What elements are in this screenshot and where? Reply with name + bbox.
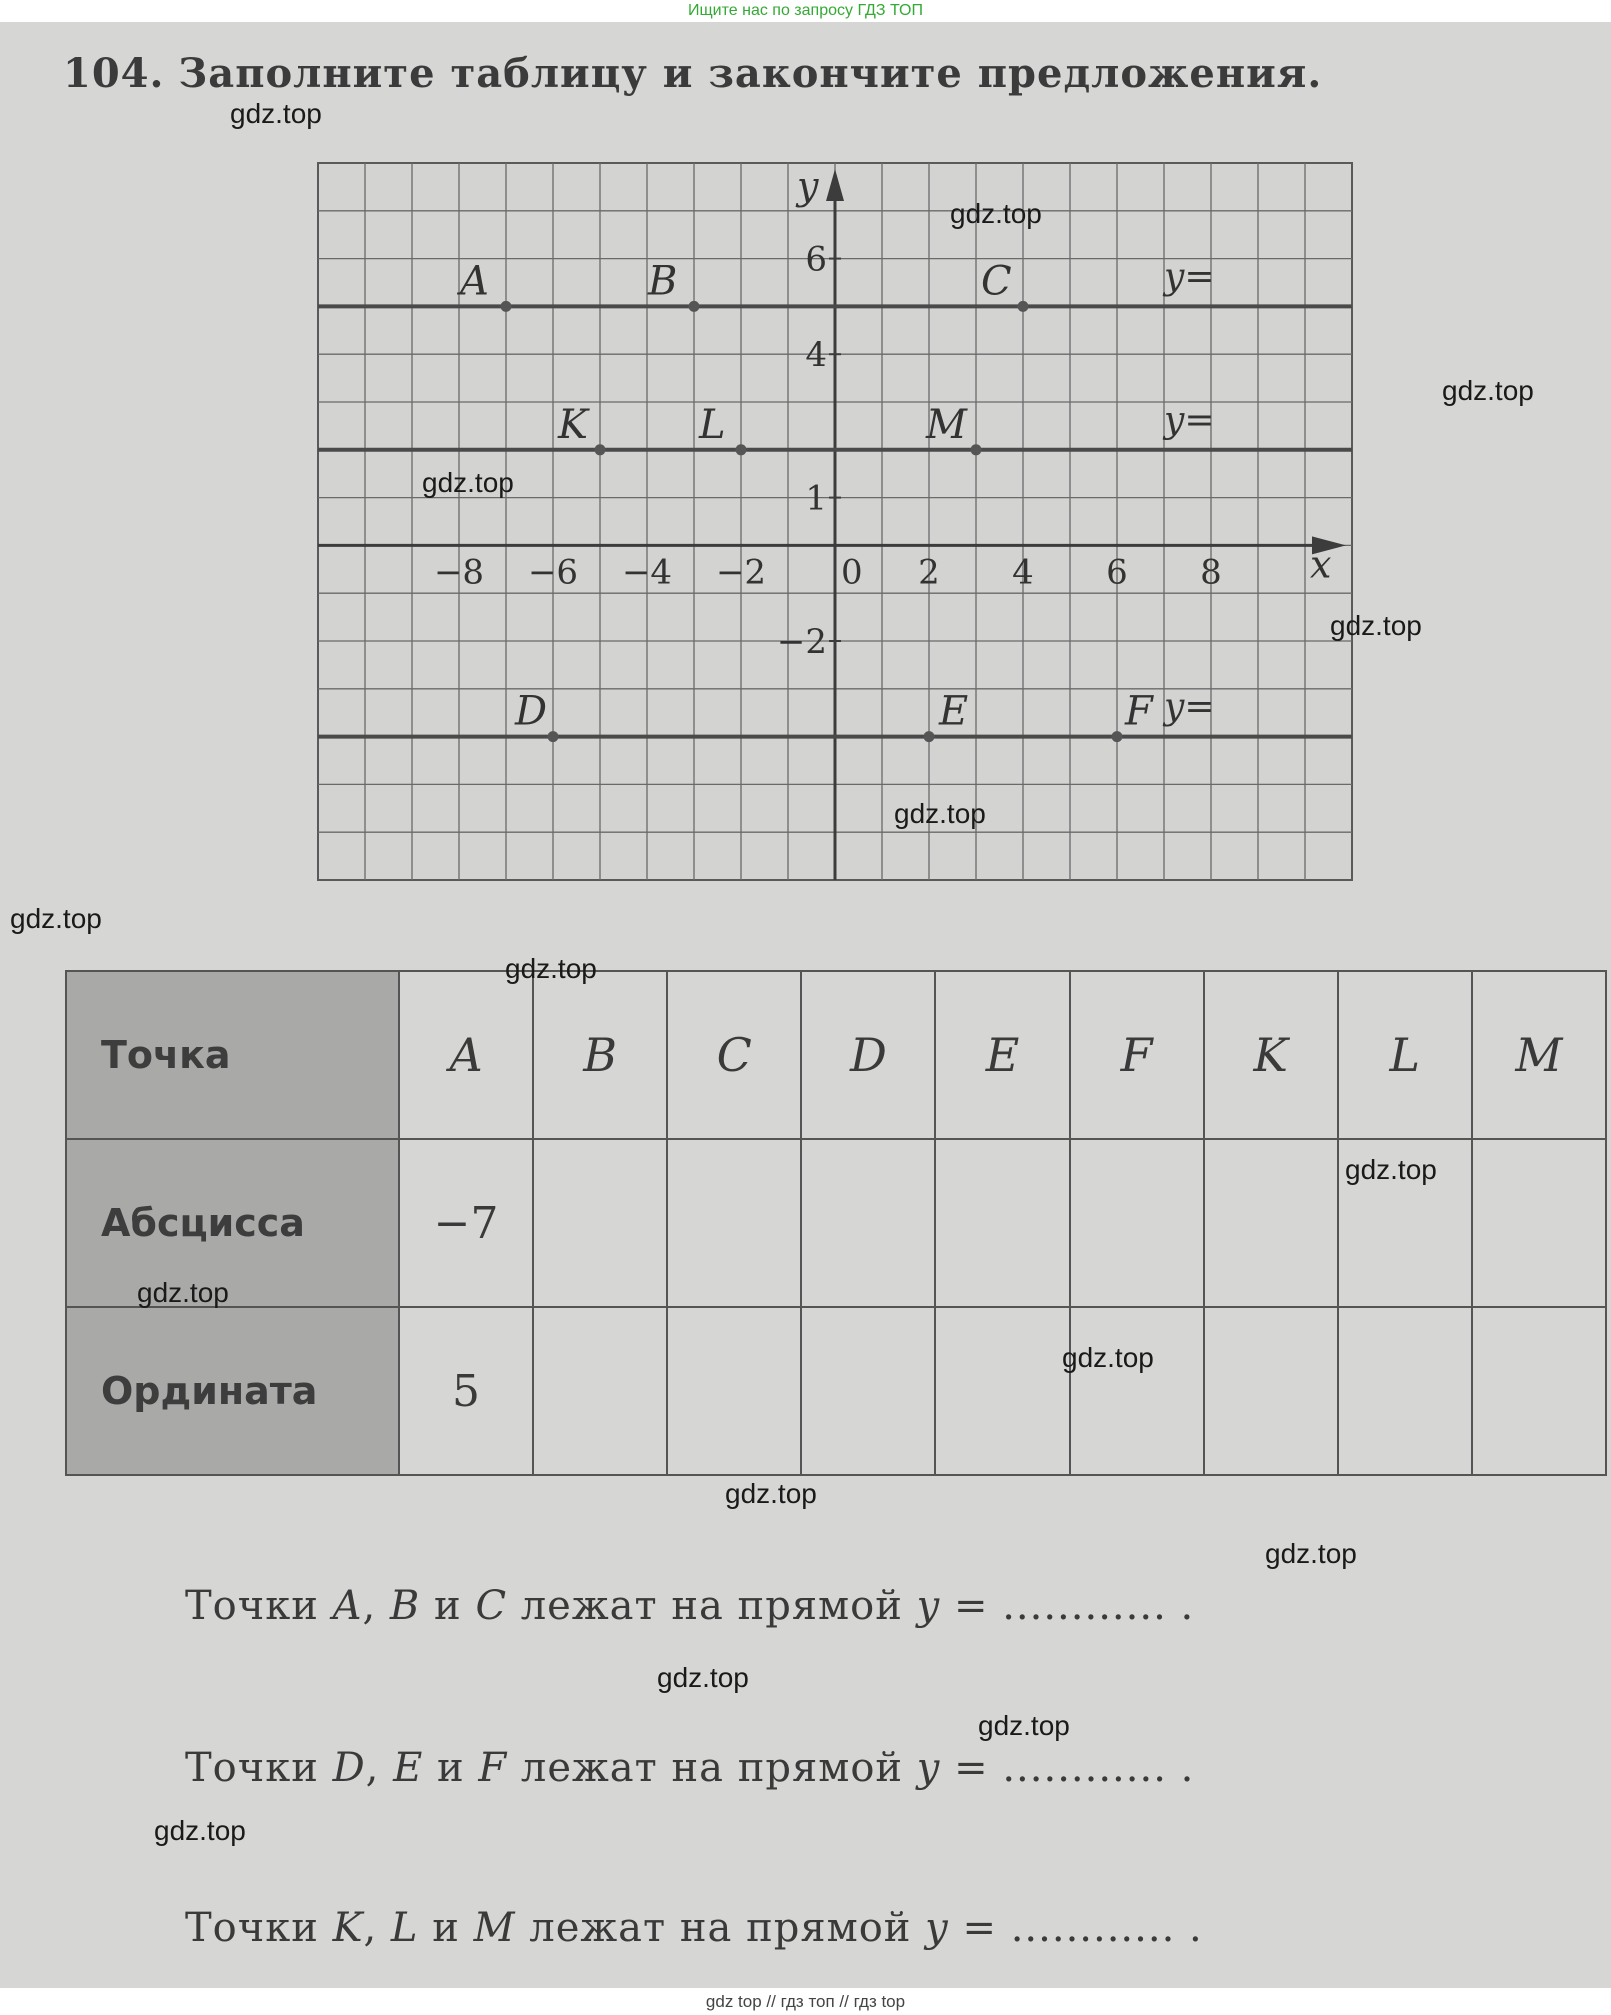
watermark: gdz.top <box>230 98 322 129</box>
abscissa-cell[interactable] <box>533 1139 667 1307</box>
point-marker <box>689 301 700 312</box>
ordinate-cell[interactable] <box>667 1307 801 1475</box>
answer-blank[interactable]: = ............ . <box>954 1745 1195 1791</box>
abscissa-cell[interactable] <box>935 1139 1069 1307</box>
x-tick-label: 4 <box>1012 552 1034 593</box>
row-header-point: Точка <box>66 971 399 1139</box>
sentence-middle: лежат на прямой <box>520 1583 903 1629</box>
point-name: F <box>478 1745 508 1791</box>
watermark: gdz.top <box>1330 610 1422 641</box>
y-axis-label: y <box>797 164 819 208</box>
watermark: gdz.top <box>894 798 986 829</box>
task-title <box>63 50 1322 97</box>
ordinate-cell[interactable] <box>801 1307 935 1475</box>
point-name: E <box>393 1745 424 1791</box>
watermark: gdz.top <box>10 903 102 934</box>
point-cell: D <box>801 971 935 1139</box>
point-marker <box>971 444 982 455</box>
ordinate-cell[interactable] <box>935 1307 1069 1475</box>
origin-label: 0 <box>841 552 863 593</box>
ordinate-cell[interactable] <box>533 1307 667 1475</box>
abscissa-cell[interactable] <box>1472 1139 1606 1307</box>
x-tick-label: −8 <box>433 552 485 593</box>
variable-y: y <box>916 1745 941 1791</box>
x-tick-label: 6 <box>1106 552 1128 593</box>
ordinate-cell[interactable] <box>1472 1307 1606 1475</box>
sentence-def <box>185 1745 1194 1791</box>
line-equation-label: y= <box>1164 399 1215 441</box>
x-tick-label: 2 <box>918 552 940 593</box>
point-cell: F <box>1070 971 1204 1139</box>
point-marker <box>548 731 559 742</box>
x-tick-label: −4 <box>621 552 673 593</box>
abscissa-cell[interactable] <box>1070 1139 1204 1307</box>
x-tick-label: 8 <box>1200 552 1222 593</box>
answer-blank[interactable]: = ............ . <box>953 1583 1195 1629</box>
point-label: M <box>926 401 967 448</box>
line-equation-label: y= <box>1164 686 1215 728</box>
abscissa-cell[interactable] <box>667 1139 801 1307</box>
point-cell: L <box>1338 971 1472 1139</box>
point-label: L <box>699 401 726 448</box>
point-label: B <box>648 258 678 305</box>
point-label: C <box>981 258 1012 305</box>
sentence-middle: лежат на прямой <box>529 1905 912 1951</box>
watermark: gdz.top <box>950 198 1042 229</box>
separator: , <box>363 1905 378 1951</box>
abscissa-cell[interactable] <box>801 1139 935 1307</box>
ordinate-cell[interactable]: 5 <box>399 1307 533 1475</box>
watermark: gdz.top <box>154 1815 246 1846</box>
top-banner[interactable]: Ищите нас по запросу ГДЗ ТОП <box>0 0 1611 22</box>
watermark: gdz.top <box>657 1662 749 1693</box>
sentence-middle: лежат на прямой <box>520 1745 904 1791</box>
point-marker <box>924 731 935 742</box>
watermark: gdz.top <box>1265 1538 1357 1569</box>
sentence-abc <box>185 1583 1194 1629</box>
watermark: gdz.top <box>1062 1342 1154 1373</box>
row-header-ordinate: Ордината <box>66 1307 399 1475</box>
variable-y: y <box>916 1583 941 1629</box>
watermark: gdz.top <box>1345 1154 1437 1185</box>
watermark: gdz.top <box>725 1478 817 1509</box>
point-cell: E <box>935 971 1069 1139</box>
point-label: D <box>515 688 548 735</box>
watermark: gdz.top <box>422 467 514 498</box>
task-number: 104. <box>63 50 165 97</box>
table-row-ordinate <box>66 1307 1606 1475</box>
answer-blank[interactable]: = ............ . <box>962 1905 1203 1951</box>
point-cell: A <box>399 971 533 1139</box>
point-marker <box>595 444 606 455</box>
coordinate-grid <box>315 160 1355 882</box>
point-label: F <box>1125 688 1153 735</box>
point-marker <box>736 444 747 455</box>
ordinate-cell[interactable] <box>1338 1307 1472 1475</box>
coordinates-table <box>65 970 1607 1476</box>
point-name: A <box>332 1583 363 1629</box>
sentence-prefix: Точки <box>185 1745 319 1791</box>
bottom-banner: gdz top // гдз топ // гдз top <box>0 1988 1611 2015</box>
point-name: L <box>390 1905 419 1951</box>
table-row-points <box>66 971 1606 1139</box>
separator: , <box>365 1745 380 1791</box>
x-axis-label: x <box>1310 542 1332 587</box>
ordinate-cell[interactable] <box>1204 1307 1338 1475</box>
point-marker <box>1112 731 1123 742</box>
sentence-prefix: Точки <box>185 1583 319 1629</box>
y-tick-label: 1 <box>805 478 827 519</box>
abscissa-cell[interactable] <box>1204 1139 1338 1307</box>
point-name: B <box>389 1583 421 1629</box>
point-name: D <box>332 1745 366 1791</box>
point-cell: M <box>1472 971 1606 1139</box>
conjunction: и <box>432 1905 460 1951</box>
abscissa-cell[interactable]: −7 <box>399 1139 533 1307</box>
separator: , <box>362 1583 377 1629</box>
point-label: A <box>460 258 489 305</box>
y-tick-label: 4 <box>805 335 827 376</box>
ordinate-cell[interactable] <box>1070 1307 1204 1475</box>
watermark: gdz.top <box>505 953 597 984</box>
conjunction: и <box>437 1745 465 1791</box>
task-instruction: Заполните таблицу и закончите предложения. <box>178 50 1323 97</box>
point-cell: K <box>1204 971 1338 1139</box>
watermark: gdz.top <box>137 1277 229 1308</box>
point-label: E <box>939 688 969 735</box>
point-marker <box>501 301 512 312</box>
sentence-prefix: Точки <box>185 1905 319 1951</box>
variable-y: y <box>925 1905 949 1951</box>
y-tick-label: −2 <box>776 622 827 662</box>
watermark: gdz.top <box>978 1710 1070 1741</box>
point-cell: B <box>533 971 667 1139</box>
row-header-abscissa: Абсцисса <box>66 1139 399 1307</box>
sentence-klm <box>185 1905 1203 1951</box>
point-marker <box>1018 301 1029 312</box>
x-tick-label: −2 <box>715 552 767 593</box>
conjunction: и <box>434 1583 462 1629</box>
coordinate-grid-svg <box>315 160 1355 882</box>
point-name: M <box>473 1905 516 1951</box>
x-tick-label: −6 <box>527 552 579 593</box>
point-cell: C <box>667 971 801 1139</box>
point-name: K <box>332 1905 364 1951</box>
y-tick-label: 6 <box>805 239 827 280</box>
line-equation-label: y= <box>1164 256 1215 298</box>
watermark: gdz.top <box>1442 375 1534 406</box>
point-name: C <box>475 1583 508 1629</box>
point-label: K <box>558 401 588 448</box>
